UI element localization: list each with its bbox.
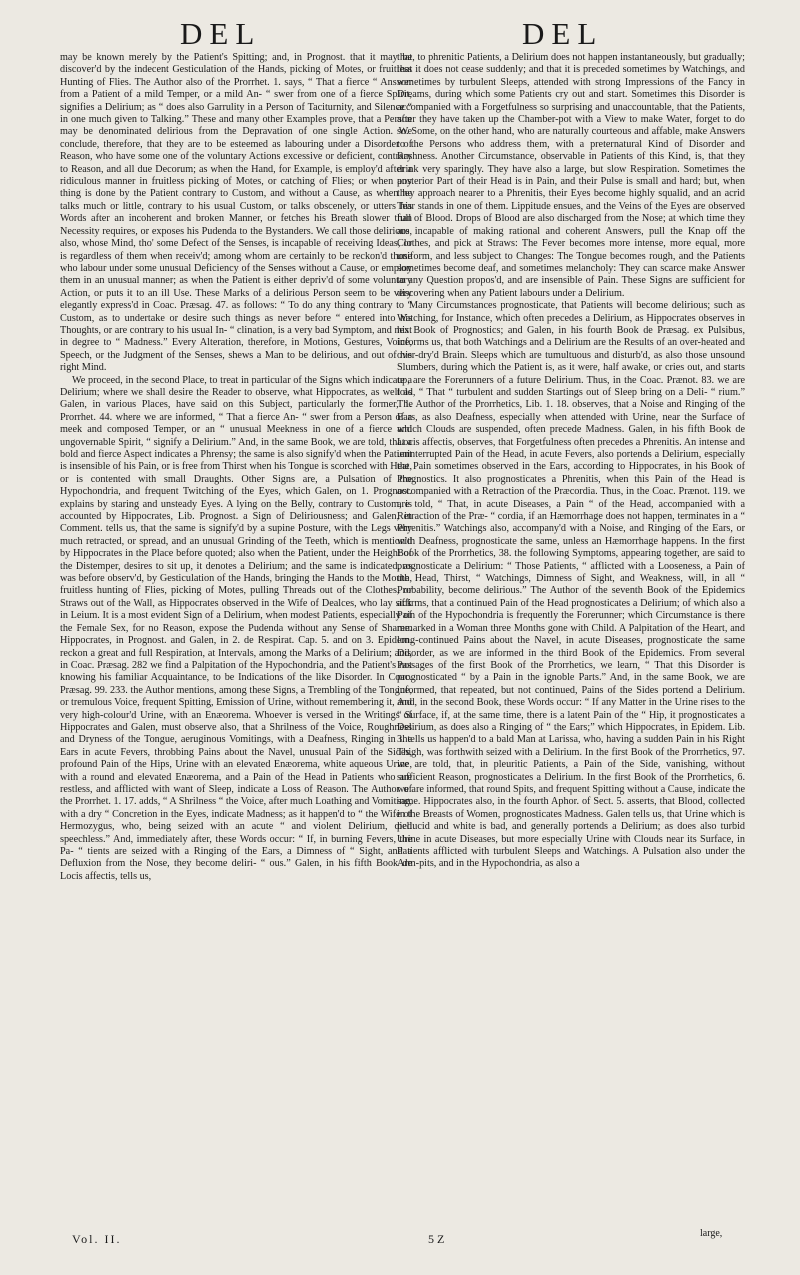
right-paragraph-1: that, to phrenitic Patients, a Delirium does not happen instantaneously, but gradually; that it does not cease suddenly; and that it is preceded sometimes by Watchings, and sometimes by turbulent Sleeps, attended with strong Impressions of the Fancy in Dreams, during which some Patients cry out and start. Sometimes this Disorder is accompanied with a Forgetfulness so surprising and unaccountable, that the Patients, after they have taken up the Chamber-pot with a View to make Water, forget to do so. Some, on the other hand, who are naturally courteous and affable, make Answers to the Persons who address them, with a preternatural Kind of Disorder and Rashness. Another Circumstance, observable in Patients of this Kind, is, that they drink very sparingly. They have also a large, but slow Respiration. Sometimes the posterior Part of their Head is in Pain, and their Pulse is small and hard; but, when they approach nearer to a Phrenitis, their Eyes become highly squalid, and an acrid Tear stands in one of them. Lippitude ensues, and the Veins of the Eyes are observed full of Blood. Drops of Blood are also discharged from the Nose; at which time they are incapable of making rational and coherent Answers, pull the Knap off the Clothes, and pick at Straws: The Fever becomes more intense, more equal, more uniform, and less subject to Changes: The Tongue becomes rough, and the Patients sometimes become deaf, and sometimes melancholy: They can scarce make Answer to any Question propos'd, and are insensible of Pain. These Signs are sufficient for discovering when any Patient labours under a Delirium. bbox=[397, 52, 745, 299]
left-column bbox=[60, 52, 412, 1232]
left-paragraph-1: may be known merely by the Patient's Spitting; and, in Prognost. that it may be discover'd by the indecent Gesticulation of the Hands, picking of Motes, or fruitless Hunting of Flies. The Author also of the Prorrhet. 1. says, “ That a fierce “ Answer from a Patient of a mild Temper, or a mild An- “ swer from one of a fierce Spirit, signifies a Delirium; as “ does also Garrulity in a Person of Taciturnity, and Silence “ in one much given to Talking.” These and many other Examples prove, that a Person may be denominated delirious from the Depravation of one single Action. We conclude, therefore, that they are to be esteemed as labouring under a Disorder of Reason, who have some one of the voluntary Actions excessive or deficient, contrary to Reason, and all due Decorum; as when the Hand, for Example, is employ'd after a ridiculous manner in fruitless picking of Motes, or catching of Flies; or when any thing is done by the Patient contrary to Custom, and without a Cause, as when he talks much or little, contrary to his usual Custom, or talks obscenely, or utters his Words after an incoherent and broken Manner, or fetches his Breath slower than Necessity requires, or exposes his Pudenda to the Bystanders. We call those delirious, also, whose Mind, tho' some Defect of the Senses, is incapable of receiving Ideas, or is regardless of them when receiv'd; among whom are certainly to be reckon'd those who labour under some unusual Deficiency of the Senses without a Cause, or employ them in an unusual manner; as when the Patient is either depriv'd of some voluntary Action, or puts it to an ill Use. These Marks of a delirious Person seem to be very elegantly express'd in Coac. Præsag. 47. as follows: “ To do any thing contrary to “ Custom, as to undertake or desire such things as never before “ entered into his Thoughts, or are contrary to his usual In- “ clination, is a very bad Symptom, and next in degree to “ Madness.” Every Alteration, therefore, in Motions, Gestures, Voice, Speech, or the Judgment of the Senses, shews a Man to be delirious, and out of his right Mind. bbox=[60, 52, 412, 374]
left-paragraph-2: We proceed, in the second Place, to treat in particular of the Signs which indicate a Delirium; where we shall desire the Reader to observe, what Hippocrates, as well as Galen, in various Places, have said on this Subject, particularly the former, 1. Prorrhet. 44. where we are informed, “ That a fierce An- “ swer from a Person of a meek and composed Temper, or an “ unusual Meekness in one of a fierce and ungovernable Spirit, “ signify a Delirium.” And, in the same Book, we are told, that a bold and fierce Aspect indicates a Phrensy; the same is also signify'd when the Patient is insensible of his Pain, or is free from Thirst when his Tongue is scorched with Heat, or is contented with small Draughts. Other Signs are, a Pulsation of the Hypochondria, and frequent Twitching of the Eyes, which Galen, on 1. Prognost. explains by staring and unsteady Eyes. A lying on the Belly, contrary to Custom, is accounted by Hippocrates, Lib. Prognost. a Sign of Deliriousness; and Galen, in Comment. tells us, that the same is signify'd by a supine Posture, with the Legs very much retracted, or spread, and an unusual Grinding of the Teeth, which is mention'd by Hippocrates in the Place before quoted; also when the Patient, under the Height of the Distemper, desires to sit up, it denotes a Delirium; and the same is indicated, as was before observ'd, by Gesticulation of the Hands, bringing the Hands to the Mouth, fruitless hunting of Flies, picking of Motes, pulling Threads out of the Clothes, or Straws out of the Wall, as Hippocrates observed in the Wife of Dealces, who lay sick in Leium. It is a most evident Sign of a Delirium, when modest Patients, especially of the Female Sex, for no Reason, expose the Pudenda without any Sense of Shame. Hippocrates, in Prognost. and Galen, in 2. de Respirat. Cap. 5. and on 3. Epidem. reckon a great and full Respiration, at Intervals, among the Marks of a Delirium; and, in Coac. Præsag. 282 we find a Palpitation of the Hypochondria, and the Patient's not knowing his familiar Acquaintance, to be Indications of the like Disorder. In Coac. Præsag. 99. 233. the Author mentions, among these Signs, a Trembling of the Tongue, or tremulous Voice, frequent Spitting, Emission of Urine, without remembering it, and very high-colour'd Urine, with an Enæorema. Whoever is versed in the Writings of Hippocrates and Galen, must observe also, that a Shrilness of the Voice, Roughness and Dryness of the Tongue, aeruginous Vomitings, with a Deafness, Ringing in the Ears in acute Fevers, throbbing Pains about the Navel, unusual Pain of the Sides, profound Pain of the Hips, Urine with an elevated Enæorema, white aqueous Urine, with a round and elevated Enæorema, and a Pain of the Head in Patients who are restless, and afflicted with want of Sleep, indicate a Loss of Reason. The Author of the Prorrhet. 1. 17. adds, “ A Shrilness “ the Voice, after much Loathing and Vomiting, with a dry “ Concretion in the Eyes, indicate Madness; as it happen'd to “ the Wife of Hermozygus, who, being seized with an acute “ and violent Delirium, died speechless.” And, immediately after, these Words occur: “ If, in burning Fevers, the Pa- “ tients are seized with a Ringing of the Ears, a Dimness of “ Sight, and a Defluxion from the Nose, they become deliri- “ ous.” Galen, in his fifth Book de Locis affectis, tells us, bbox=[60, 374, 412, 882]
right-column bbox=[397, 52, 745, 1232]
running-head-right: DEL bbox=[522, 16, 604, 51]
right-paragraph-2: Many Circumstances prognosticate, that Patients will become delirious; such as Watching, for Instance, which often precedes a Delirium, as Hippocrates observes in his Book of Prognostics; and Galen, in his fourth Book de Præsag. ex Pulsibus, informs us, that both Watchings and a Delirium are the Results of an over-heated and over-dry'd Brain. Sleeps which are tumultuous and disturb'd, as also those unsound Slumbers, during which the Patient is, as it were, half awake, or cries out, and starts up, are the Forerunners of a future Delirium. Thus, in the Coac. Prænot. 83. we are told, “ That “ turbulent and sudden Startings out of Sleep bring on a Deli- “ rium.” The Author of the Prorrhetics, Lib. 1. 18. observes, that a Noise and Ringing of the Ears, as also Deafness, especially when attended with Urine, near the Surface of which Clouds are suspended, often precede Madness. Galen, in his fifth Book de Locis affectis, observes, that Forgetfulness often precedes a Phrenitis. An intense and uninterrupted Pain of the Head, in acute Fevers, also portends a Delirium, especially the Pain sometimes observed in the Ears, according to Hippocrates, in his Book of Prognostics. It also prognosticates a Phrenitis, when this Pain of the Head is accompanied with a Retraction of the Præcordia. Thus, in the Coac. Prænot. 119. we are told, “ That, in acute Diseases, a Pain “ of the Head, accompanied with a Retraction of the Præ- “ cordia, if an Hæmorrhage does not happen, terminates in a “ Phrenitis.” Watchings also, accompany'd with a Noise, and Ringing of the Ears, or with Deafness, prognosticate the same, unless an Hæmorrhage happens. In the first Book of the Prorrhetics, 38. the following Symptoms, appearing together, are said to prognosticate a Delirium: “ Those Patients, “ afflicted with a Looseness, a Pain of the Head, Thirst, “ Watchings, Dimness of Sight, and Weakness, will, in all “ Probability, become delirious.” The Author of the seventh Book of the Epidemics affirms, that a continued Pain of the Head prognosticates a Delirium; of which also a Pain of the Hypochondria is frequently the Forerunner; which Circumstance is there remarked in a Woman three Months gone with Child. A Palpitation of the Heart, and long-continued Pains about the Navel, in acute Diseases, prognosticate the same Disorder, as we are informed in the third Book of the Epidemics. From several Passages of the first Book of the Prorrhetics, we learn, “ That this Disorder is prognosticated “ by a Pain in the ignoble Parts.” And, in the same Book, we are informed, that repeated, but not continued, Pains of the Sides portend a Delirium. And, in the second Book, these Words occur: “ If any Matter in the Urine rises to the “ Surface, if, at the same time, there is a latent Pain of the “ Hip, it prognosticates a Delirium, as does also a Ringing of “ the Ears;” which Hippocrates, in Epidem. Lib. 3. tells us happen'd to a bald Man at Larissa, who, having a sudden Pain in his Right Thigh, was forthwith seized with a Delirium. In the first Book of the Prorrhetics, 97. we are told, that, in pleuritic Patients, a Pain of the Side, vanishing, without sufficient Reason, prognosticates a Delirium. In the first Book of the Prorrhetics, 6. we are informed, that round Spits, and frequent Spitting without a Cause, indicate the same. Hippocrates also, in the fourth Aphor. of Sect. 5. asserts, that Blood, collected in the Breasts of Women, prognosticates Madness. Galen tells us, that Urine which is pellucid and white is bad, and generally portends a Delirium; as does also turbid Urine in acute Diseases, but more especially Urine with Clouds near its Surface, in Patients afflicted with turbulent Sleeps and Watchings. A Pulsation also under the Arm-pits, and in the Hypochondria, as also a bbox=[397, 300, 745, 870]
catchword: large, bbox=[700, 1228, 723, 1239]
page-footer bbox=[0, 1228, 800, 1252]
signature-mark: 5 Z bbox=[428, 1232, 445, 1246]
running-head bbox=[0, 16, 800, 56]
volume-label: Vol. II. bbox=[72, 1232, 122, 1246]
running-head-left: DEL bbox=[180, 16, 262, 51]
